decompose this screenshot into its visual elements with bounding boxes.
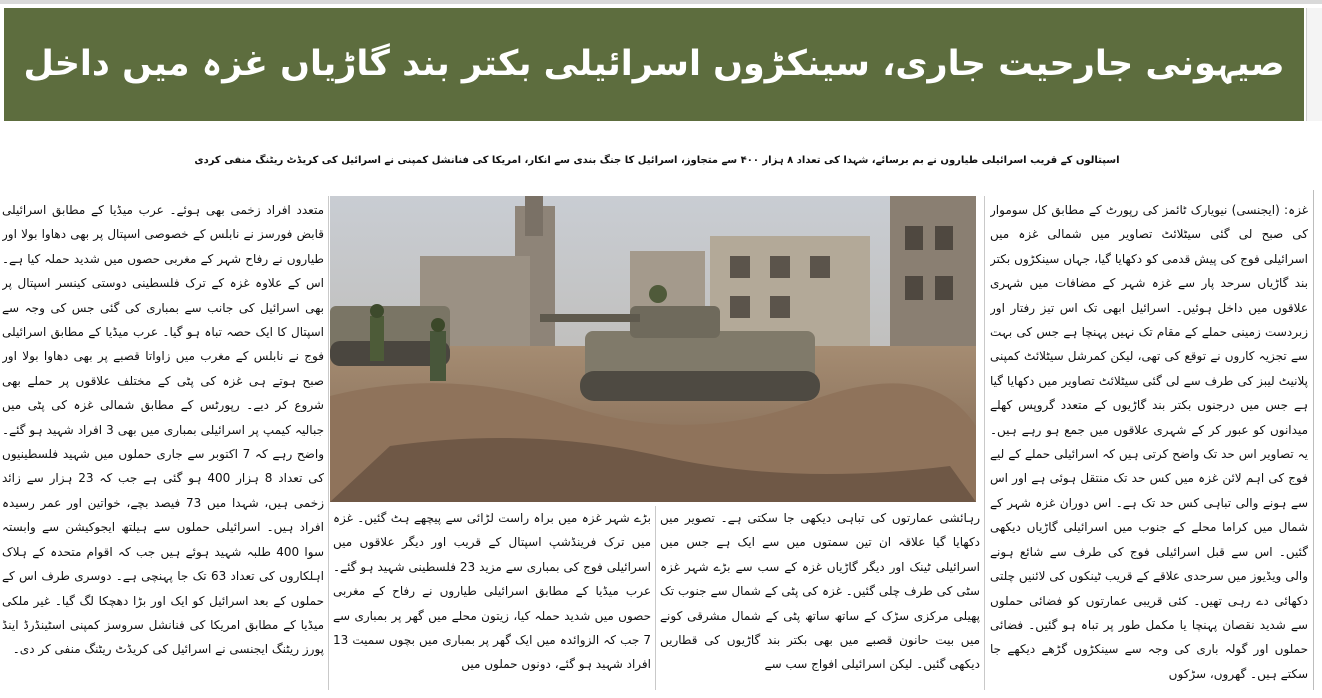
margin-strip [1306, 8, 1322, 121]
headline: صیہونی جارحیت جاری، سینکڑوں اسرائیلی بکتر بند گاڑیاں غزہ میں داخل [23, 44, 1285, 84]
headline-banner [4, 8, 1304, 121]
news-photo-tanks-in-gaza [330, 196, 976, 502]
top-rule [0, 0, 1322, 4]
column-divider [328, 196, 329, 690]
column-divider [655, 506, 656, 690]
article-column-mid-right: رہائشی عمارتوں کی تباہی دیکھی جا سکتی ہے۔ تصویر میں دکھایا گیا علاقہ ان تین سمتوں میں سے ایک ہے جس میں اسرائیلی ٹینک اور دیگر گاڑیاں غزہ کے سب سے بڑے شہر غزہ سٹی کی طرف چلی گئیں۔ غزہ کی پٹی کے شمال سے جنوب تک پھیلی مرکزی سڑک کے ساتھ ساتھ پٹی کے شمال مشرقی کونے میں بیت حانون قصبے میں بھی بکتر بند گاڑیوں کی قطاریں دیکھی گئیں۔ لیکن اسرائیلی افواج سب سے [660, 511, 980, 672]
subheadline: اسپتالوں کے قریب اسرائیلی طیاروں نے بم برسائے، شہدا کی تعداد ۸ ہزار ۴۰۰ سے متجاوز، اسرائیل کا جنگ بندی سے انکار، امریکا کی فنانشل کمپنی نے اسرائیل کی کریڈٹ ریٹنگ منفی کردی [194, 155, 1120, 166]
photo-illustration [330, 196, 976, 502]
column-rule-right [1313, 190, 1314, 690]
article-column-left: متعدد افراد زخمی بھی ہوئے۔ عرب میڈیا کے مطابق اسرائیلی قابض فورسز نے نابلس کے خصوصی اسپتال پر بھی دھاوا بولا اور طیاروں نے رفاح شہر کے مغربی حصوں میں شدید حملہ کیا ہے۔ اس کے علاوہ غزہ کے ترک فلسطینی دوستی کینسر اسپتال پر بھی اسرائیل کی جانب سے بمباری کی گئی جس کی وجہ سے اسپتال کا ایک حصہ تباہ ہو گیا۔ عرب میڈیا کے مطابق اسرائیلی فوج نے نابلس کے مغرب میں زاواتا قصبے پر بھی دھاوا بولا اور صبح ہوتے ہی غزہ کی پٹی کے مختلف علاقوں پر حملے بھی شروع کر دیے۔ رپورٹس کے مطابق شمالی غزہ کی پٹی میں جبالیہ کیمپ پر اسرائیلی بمباری میں بھی 3 افراد شہید ہو گئے۔ واضح رہے کہ 7 اکتوبر سے جاری حملوں میں شہید فلسطینیوں کی تعداد 8 ہزار 400 ہو گئی ہے جب کہ 23 ہزار سے زائد زخمی ہیں، شہدا میں 73 فیصد بچے، خواتین اور عمر رسیدہ افراد ہیں۔ اسرائیلی حملوں سے ہیلتھ ایجوکیشن سے وابستہ سوا 400 طلبہ شہید ہوئے ہیں جب کہ اقوام متحدہ کے ہلاک اہلکاروں کی تعداد 63 تک جا پہنچی ہے۔ دوسری طرف اس کے حملوں کے بعد اسرائیل کو ایک اور بڑا دھچکا لگ گیا۔ غیر ملکی میڈیا کے مطابق امریکا کی فنانشل سروسز کمپنی اسٹینڈرڈ اینڈ پورز ریٹنگ ایجنسی نے اسرائیل کی کریڈٹ ریٹنگ منفی کر دی۔ [2, 203, 324, 657]
article-column-right: غزہ: (ایجنسی) نیویارک ٹائمز کی رپورٹ کے مطابق کل سوموار کی صبح لی گئی سیٹلائٹ تصاویر میں شمالی غزہ میں اسرائیلی فوج کی پیش قدمی کو دکھایا گیا، جہاں سینکڑوں بکتر بند گاڑیاں سرحد پار سے غزہ شہر کے مضافات میں شہری علاقوں میں داخل ہوئیں۔ اسرائیل ابھی تک اس تیز رفتار اور زبردست زمینی حملے کے مقام تک نہیں پہنچا ہے جس کی بہت سے تجزیہ کاروں نے توقع کی تھی، لیکن کمرشل سیٹلائٹ کمپنی پلانیٹ لیبز کی طرف سے لی گئی سیٹلائٹ تصاویر میں دکھایا گیا ہے جس میں درجنوں بکتر بند گاڑیوں کے متعدد گروپس کھلے میدانوں کو عبور کر کے شہری علاقوں میں جمع ہو رہے ہیں۔ یہ تصاویر اس حد تک واضح کرتی ہیں کہ اسرائیلی حملے کے لیے فوج کی اہم لائن غزہ میں کس حد تک منتقل ہوئی ہے اور اس سے ہونے والی تباہی کس حد تک ہے۔ اس دوران غزہ شہر کے شمال میں کراما محلے کے جنوب میں اسرائیلی گاڑیاں دیکھی گئیں۔ اس سے قبل اسرائیلی فوج کی طرف سے شائع ہونے والی ویڈیوز میں سرحدی علاقے کے قریب ٹینکوں کی لائنیں چلتی دکھائی دے رہی تھیں۔ کئی قریبی عمارتوں کو فضائی حملوں سے شدید نقصان پہنچا یا مکمل طور پر تباہ ہو گئیں۔ فضائی حملوں اور گولہ باری کی وجہ سے سینکڑوں گڑھے دیکھے جا سکتے ہیں۔ گھروں، سڑکوں [990, 203, 1308, 681]
column-divider [984, 196, 985, 690]
article-column-mid-left: بڑے شہر غزہ میں براہ راست لڑائی سے پیچھے ہٹ گئیں۔ غزہ میں ترک فرینڈشپ اسپتال کے قریب اور دیگر علاقوں میں اسرائیلی فوج کی بمباری سے مزید 23 فلسطینی شہید ہو گئے۔ عرب میڈیا کے مطابق اسرائیلی طیاروں نے رفاح کے مغربی حصوں میں شدید حملہ کیا، زیتون محلے میں گھر پر بمباری سے 7 جب کہ الزوائدہ میں ایک گھر پر بمباری میں بچوں سمیت 13 افراد شہید ہو گئے، دونوں حملوں میں [333, 511, 651, 672]
